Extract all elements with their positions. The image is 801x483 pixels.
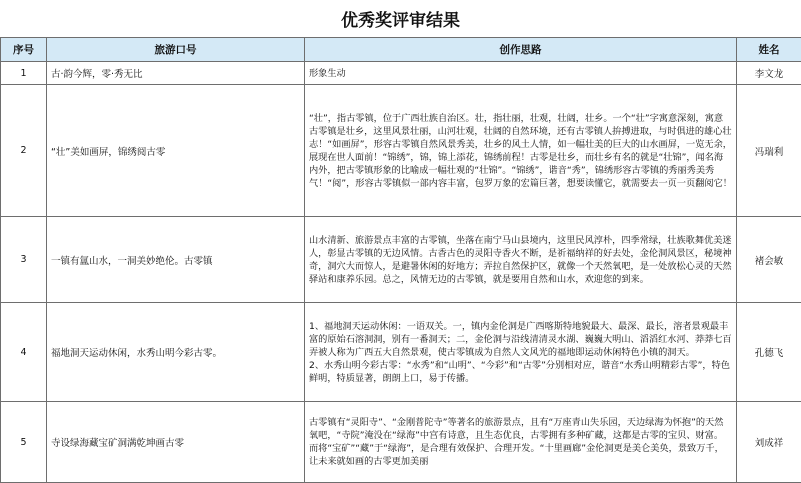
row-author: 刘成祥 — [737, 402, 801, 483]
row-number: 1 — [1, 62, 47, 85]
row-idea — [305, 303, 737, 402]
idea-paragraph: “壮”，指古零镇，位于广西壮族自治区。壮，指壮丽，壮观，壮阔，壮乡。一个“壮”字寓意深刻，寓意古零镇是壮乡，这里风景壮丽，山河壮观，壮阔的自然环境，还有古零镇人拚搏进取，与时俱进的雄心壮志！“如画屏”，形容古零镇自然风景秀美，壮乡的风土人情，如一幅壮美的巨大的山水画屏，一览无余，展现在世人面前！“锦绣”，锦，锦上添花，锦绣前程！古零是壮乡，而壮乡有名的就是“壮锦”，闻名海内外，把古零镇形象的比喻成一幅壮观的“壮锦”。“锦绣”，谐音“秀”，锦绣形容古零镇的秀丽秀美秀气！“阅”，形容古零镇似一部内容丰富，包罗万象的宏篇巨著，想要读懂它，就需要去一页一页翻阅它！ — [309, 112, 732, 190]
row-slogan: “壮”美如画屏，锦绣阅古零 — [47, 85, 305, 217]
row-slogan: 古·韵今辉，零·秀无比 — [47, 62, 305, 85]
table-row — [1, 85, 801, 217]
header-row — [1, 38, 801, 62]
row-idea — [305, 402, 737, 483]
table-row — [1, 303, 801, 402]
row-author: 李文龙 — [737, 62, 801, 85]
row-number: 2 — [1, 85, 47, 217]
header-slogan: 旅游口号 — [47, 38, 305, 62]
table-row — [1, 402, 801, 483]
row-number: 4 — [1, 303, 47, 402]
idea-paragraph: 形象生动 — [309, 67, 732, 80]
idea-paragraph: 1、福地洞天运动休闲：一语双关。一，镇内金伦洞是广西喀斯特地貌最大、最深、最长，溶者景观最丰富的原始石溶洞洞，别有一番洞天；二，金伦洞与沿线清清灵水湖、巍巍大明山、滔滔红水河、莽莽七百弄被人称为广西五大自然景观，使古零镇成为自然人文风光的福地即运动休闲特色小镇的洞天。 — [309, 320, 732, 359]
row-number: 5 — [1, 402, 47, 483]
row-author: 孔德飞 — [737, 303, 801, 402]
table-row — [1, 62, 801, 85]
row-author: 褚会敏 — [737, 217, 801, 303]
row-slogan: 福地洞天运动休闲，水秀山明今彩古零。 — [47, 303, 305, 402]
row-idea — [305, 62, 737, 85]
row-slogan: 寺设绿海藏宝矿洞满乾坤画古零 — [47, 402, 305, 483]
idea-paragraph: 2、水秀山明今彩古零：“水秀”和“山明”、“今彩”和“古零”分别相对应，谐音“水秀山明精彩古零”，特色鲜明，特质显著，朗朗上口，易于传播。 — [309, 359, 732, 385]
page-title: 优秀奖评审结果 — [0, 0, 801, 37]
row-author: 冯瑞利 — [737, 85, 801, 217]
idea-paragraph: 古零镇有“灵阳寺”、“金刚普陀寺”等著名的旅游景点，且有“万座青山失乐园，天边绿海为怀抱”的天然氧吧，“寺院”淹没在“绿海”中宫有诗意，且生态优良，古零拥有多种矿藏，这都是古零的宝贝、财富。而将“宝矿”“藏”于“绿海”，是合理有效保护、合理开发。“十里画廊”金伦洞更是美仑美奂，景致万千，让未来就如画的古零更加美丽 — [309, 416, 732, 468]
row-slogan: 一镇有氲山水，一洞美妙绝伦。古零镇 — [47, 217, 305, 303]
row-number: 3 — [1, 217, 47, 303]
header-name: 姓名 — [737, 38, 801, 62]
row-idea — [305, 217, 737, 303]
table-row — [1, 217, 801, 303]
header-num: 序号 — [1, 38, 47, 62]
row-idea — [305, 85, 737, 217]
results-table — [0, 37, 801, 483]
header-idea: 创作思路 — [305, 38, 737, 62]
idea-paragraph: 山水清新、旅游景点丰富的古零镇，坐落在南宁马山县境内，这里民风淳朴，四季常绿，壮族歌舞优美迷人，彰显古零镇的无边风情。古香古色的灵阳寺香火不断，是祈福纳祥的好去处，金伦洞风景区，秘境神奇，洞穴大而惊人，是避暑休闲的好地方；弄拉自然保护区，就像一个天然氧吧，是一处放松心灵的天然驿站和康养乐园。总之，风情无边的古零镇，就是要用自然和山水，欢迎您的到来。 — [309, 234, 732, 286]
